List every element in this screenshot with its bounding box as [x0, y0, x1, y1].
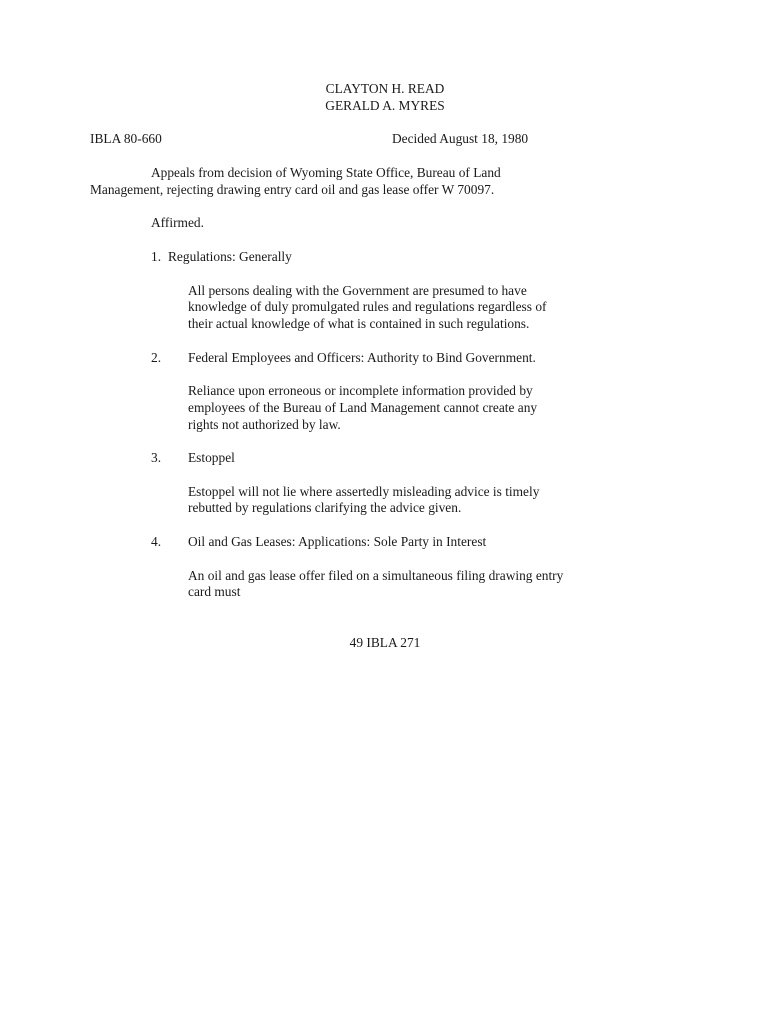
headnote-2-text-line: employees of the Bureau of Land Management cannot create any [188, 400, 538, 415]
headnote-3-text-line: Estoppel will not lie where assertedly misleading advice is timely [188, 484, 540, 499]
summary-line-2: Management, rejecting drawing entry card oil and gas lease offer W 70097. [90, 182, 495, 197]
headnote-2-text-line: rights not authorized by law. [188, 417, 341, 432]
docket-number: IBLA 80-660 [90, 131, 162, 146]
decision-date: Decided August 18, 1980 [392, 131, 529, 146]
headnote-3-number: 3. [151, 450, 162, 465]
party-name-2: GERALD A. MYRES [325, 98, 445, 113]
summary-line-1: Appeals from decision of Wyoming State Office, Bureau of Land [151, 165, 501, 180]
party-name-1: CLAYTON H. READ [325, 81, 445, 96]
headnote-1-text-line: their actual knowledge of what is contained in such regulations. [188, 316, 530, 331]
headnote-1-text-line: All persons dealing with the Government are presumed to have [188, 283, 527, 298]
headnote-2-text-line: Reliance upon erroneous or incomplete information provided by [188, 383, 533, 398]
headnote-2-topic: Federal Employees and Officers: Authority to Bind Government. [188, 350, 536, 365]
headnote-2-number: 2. [151, 350, 162, 365]
page-reference: 49 IBLA 271 [349, 635, 421, 650]
headnote-4-topic: Oil and Gas Leases: Applications: Sole Party in Interest [188, 534, 487, 549]
headnote-4-text-line: An oil and gas lease offer filed on a simultaneous filing drawing entry [188, 568, 564, 583]
headnote-1-topic: Regulations: Generally [168, 249, 292, 264]
headnote-4-number: 4. [151, 534, 162, 549]
disposition: Affirmed. [151, 215, 204, 230]
headnote-3-topic: Estoppel [188, 450, 235, 465]
headnote-1-number: 1. [151, 249, 162, 264]
headnote-3-text-line: rebutted by regulations clarifying the advice given. [188, 500, 462, 515]
headnote-4-text-line: card must [188, 584, 241, 599]
headnote-1-text-line: knowledge of duly promulgated rules and regulations regardless of [188, 299, 547, 314]
